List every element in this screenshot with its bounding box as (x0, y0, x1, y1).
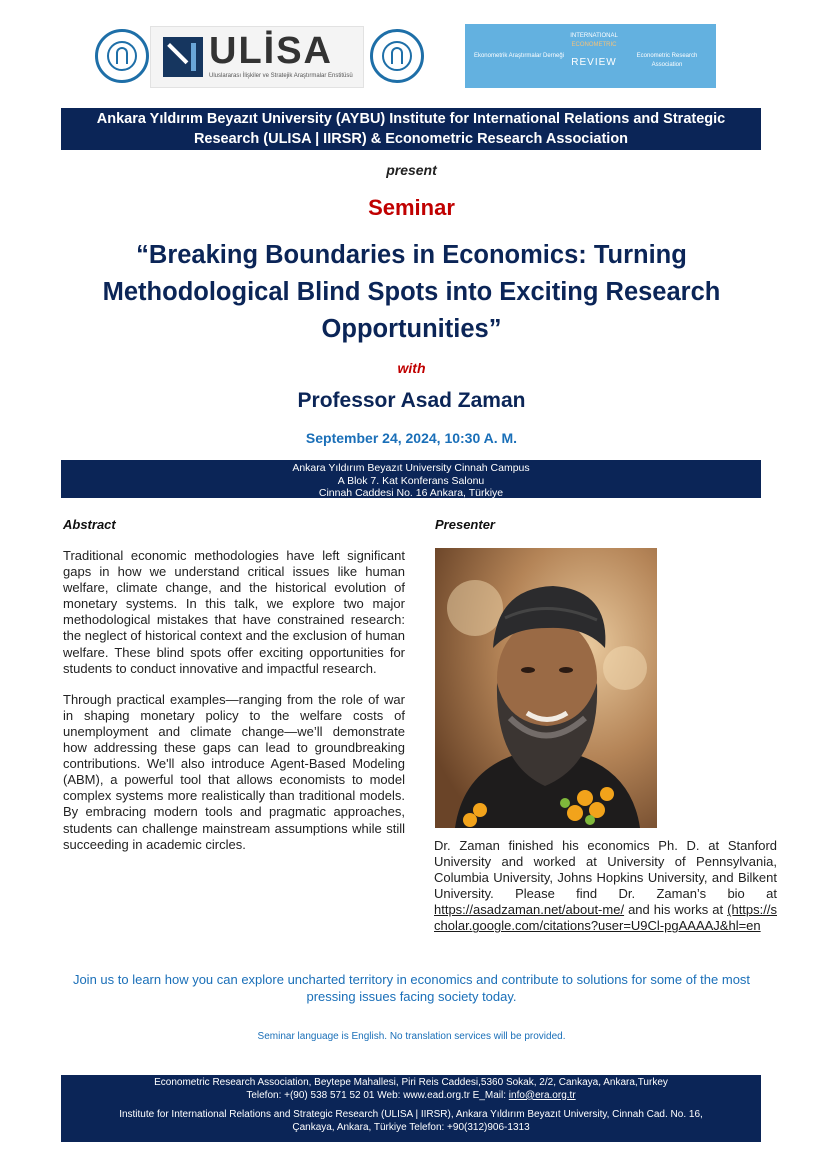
footer-iirsr-line-2: Çankaya, Ankara, Türkiye Telefon: +90(312)906-1313 (292, 1121, 530, 1133)
seminar-title: “Breaking Boundaries in Economics: Turning Methodological Blind Spots into Exciting Research Opportunities” (102, 241, 721, 343)
seminar-date: September 24, 2024, 10:30 A. M. (305, 430, 518, 446)
abstract-paragraph-2: Through practical examples—ranging from the role of war in shaping monetary policy to the welfare costs of unemployment and climate change—we’ll demonstrate how addressing these gaps can lead to groundbreaking contributions. We'll also introduce Agent-Based Modeling (ABM), a powerful tool that allows economists to model complex systems more realistically than traditional models. By embracing modern tools and pragmatic approaches, students can challenge mainstream assumptions while still succeeding in academic circles. (63, 691, 405, 852)
era-international: INTERNATIONAL (570, 33, 618, 39)
aybu-seal-left-logo (95, 29, 149, 83)
presenter-bio (434, 838, 777, 935)
seminar-label: Seminar (368, 195, 455, 220)
footer-iirsr-line-1: Institute for International Relations and Strategic Research (ULISA | IIRSR), Ankara Yıldırım Beyazıt University, Cinnah Cad. No. 16, (119, 1109, 703, 1121)
footer-era-address: Econometric Research Association, Beytepe Mahallesi, Piri Reis Caddesi,5360 Sokak, 2/2, Cankaya, Ankara,Turkey (154, 1077, 668, 1088)
footer-banner (61, 1075, 761, 1142)
venue-banner (61, 460, 761, 498)
venue-line-2: A Blok 7. Kat Konferans Salonu (337, 474, 485, 487)
speaker-name: Professor Asad Zaman (297, 389, 526, 412)
organizer-banner (61, 108, 761, 150)
call-to-action: Join us to learn how you can explore uncharted territory in economics and contribute to solutions for some of the most pressing issues facing society today. (72, 972, 751, 1004)
presenter-portrait-image (435, 548, 657, 828)
works-text: and his works at (628, 902, 724, 918)
abstract-heading: Abstract (63, 517, 116, 532)
era-left-text: Ekonometrik Araştırmalar Derneği (473, 53, 565, 59)
era-right-text: Econometric Research Association (636, 53, 698, 68)
ulisa-logo (150, 26, 364, 88)
abstract-paragraph-1: Traditional economic methodologies have left significant gaps in how we understand critical issues like human welfare, climate change, and the historical evolution of monetary systems. In this talk, we explore two major methodological mistakes that have constrained research: the neglect of historical context and the exclusion of human welfare. These blind spots offer exciting opportunities for students to conduct innovative and impactful research. (63, 548, 405, 676)
presenter-heading: Presenter (435, 517, 495, 532)
bio-text: Dr. Zaman finished his economics Ph. D. at Stanford University and worked at University of Pennsylvania, Columbia University, Johns Hopkins University, and Bilkent University. Please find Dr. Zaman’s bio at (434, 838, 777, 902)
footer-era-contact: Telefon: +(90) 538 571 52 01 Web: www.ead.org.tr E_Mail: (246, 1089, 507, 1101)
era-review: REVIEW (571, 57, 617, 68)
era-center-block (565, 32, 623, 67)
ulisa-mark-icon (163, 37, 203, 77)
organizer-line-1: Ankara Yıldırım Beyazıt University (AYBU) Institute for International Relations and Strategic (96, 111, 726, 127)
works-link[interactable]: (https://scholar.google.com/citations?user=U9Cl-pgAAAAJ&hl=en (434, 902, 777, 934)
footer-era-email-link[interactable]: info@era.org.tr (508, 1089, 576, 1101)
bio-link[interactable]: https://asadzaman.net/about-me/ (434, 902, 625, 918)
abstract-body (63, 548, 405, 853)
era-econometric: ECONOMETRIC (571, 42, 617, 48)
venue-line-3: Cinnah Caddesi No. 16 Ankara, Türkiye (318, 487, 504, 499)
aybu-seal-right-logo (370, 29, 424, 83)
venue-line-1: Ankara Yıldırım Beyazıt University Cinnah Campus (292, 462, 530, 474)
presenter-photo (435, 548, 657, 828)
footer-era-contact-line (61, 1090, 761, 1103)
ulisa-subtitle: Uluslararası İlişkiler ve Stratejik Araştırmalar Enstitüsü (209, 73, 353, 79)
present-label: present (386, 162, 437, 178)
language-note: Seminar language is English. No translation services will be provided. (257, 1031, 566, 1042)
organizer-line-2: Research (ULISA | IIRSR) & Econometric Research Association (193, 131, 629, 147)
presenter-bio-text (434, 838, 777, 935)
era-logo (465, 24, 716, 88)
with-label: with (397, 360, 426, 376)
ulisa-wordmark: ULİSA (209, 30, 333, 72)
